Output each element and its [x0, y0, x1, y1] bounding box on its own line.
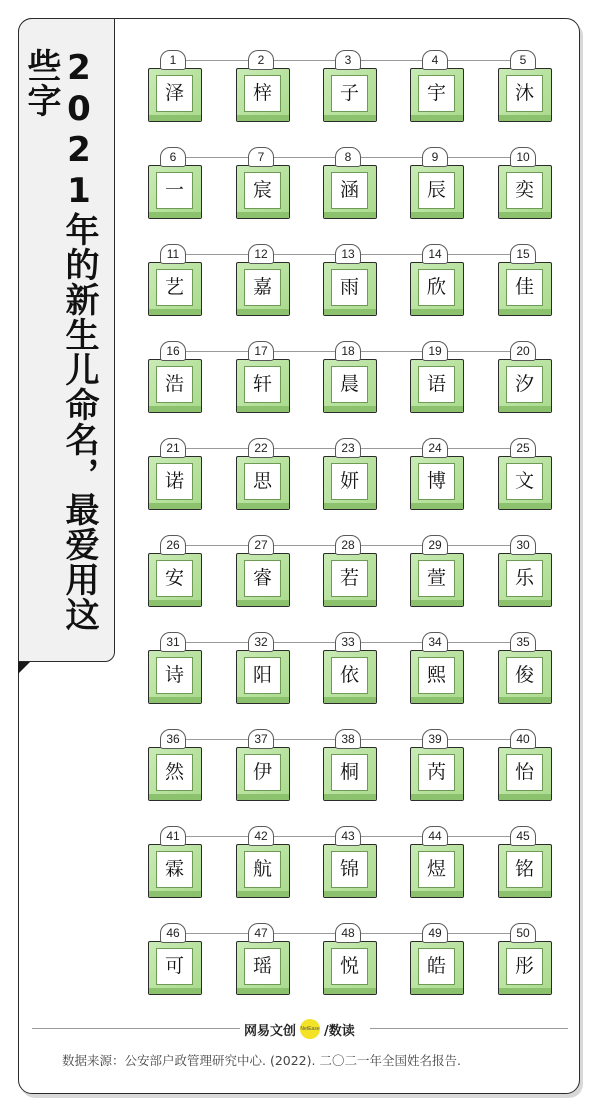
rank-badge: 26 — [160, 535, 186, 555]
keycap — [148, 262, 202, 316]
name-key — [323, 244, 379, 324]
name-character: 铭 — [506, 851, 543, 888]
keycap — [148, 68, 202, 122]
rank-badge: 20 — [510, 341, 536, 361]
name-character: 雨 — [331, 269, 368, 306]
keycap — [236, 165, 290, 219]
keycap — [148, 941, 202, 995]
name-character: 然 — [156, 754, 193, 791]
name-key — [148, 729, 204, 809]
name-character: 瑶 — [244, 948, 281, 985]
rank-badge: 18 — [335, 341, 361, 361]
name-key — [498, 826, 554, 906]
rank-badge: 4 — [422, 50, 448, 70]
rank-badge: 28 — [335, 535, 361, 555]
rank-badge: 17 — [248, 341, 274, 361]
name-key — [148, 632, 204, 712]
name-character: 霖 — [156, 851, 193, 888]
keycap — [323, 844, 377, 898]
rank-badge: 49 — [422, 923, 448, 943]
name-key — [236, 50, 292, 130]
name-key — [148, 535, 204, 615]
grid-row — [148, 438, 552, 535]
name-key — [498, 341, 554, 421]
name-character: 阳 — [244, 657, 281, 694]
rank-badge: 25 — [510, 438, 536, 458]
brand-logo — [240, 1018, 370, 1040]
rank-badge: 21 — [160, 438, 186, 458]
keycap — [236, 747, 290, 801]
keycap — [236, 941, 290, 995]
keycap — [498, 68, 552, 122]
keycap — [236, 68, 290, 122]
keycap — [148, 553, 202, 607]
name-character: 文 — [506, 463, 543, 500]
name-key — [410, 729, 466, 809]
name-character: 睿 — [244, 560, 281, 597]
name-key — [236, 923, 292, 1003]
name-key — [323, 729, 379, 809]
name-character: 诺 — [156, 463, 193, 500]
keycap — [410, 844, 464, 898]
name-key — [323, 632, 379, 712]
name-key — [148, 50, 204, 130]
name-key — [410, 826, 466, 906]
grid-row — [148, 923, 552, 1020]
grid-row — [148, 826, 552, 923]
name-key — [236, 147, 292, 227]
rank-badge: 41 — [160, 826, 186, 846]
name-character: 宸 — [244, 172, 281, 209]
name-key — [410, 341, 466, 421]
name-key — [498, 244, 554, 324]
name-character: 煜 — [418, 851, 455, 888]
tab-fold-corner — [18, 662, 30, 674]
keycap — [323, 747, 377, 801]
name-key — [148, 826, 204, 906]
name-key — [410, 438, 466, 518]
rank-badge: 19 — [422, 341, 448, 361]
name-key — [498, 147, 554, 227]
name-key — [148, 244, 204, 324]
name-character: 艺 — [156, 269, 193, 306]
name-key — [148, 341, 204, 421]
keycap — [498, 359, 552, 413]
name-character: 俊 — [506, 657, 543, 694]
keycap — [148, 359, 202, 413]
rank-badge: 40 — [510, 729, 536, 749]
name-character: 梓 — [244, 75, 281, 112]
name-character: 语 — [418, 366, 455, 403]
name-character: 皓 — [418, 948, 455, 985]
name-key — [236, 632, 292, 712]
name-character: 博 — [418, 463, 455, 500]
rank-badge: 32 — [248, 632, 274, 652]
keycap — [410, 456, 464, 510]
name-character: 若 — [331, 560, 368, 597]
rank-badge: 15 — [510, 244, 536, 264]
keycap — [323, 359, 377, 413]
brand-right-text: /数读 — [324, 1023, 355, 1039]
name-character: 奕 — [506, 172, 543, 209]
rank-badge: 2 — [248, 50, 274, 70]
keycap — [410, 68, 464, 122]
name-character: 浩 — [156, 366, 193, 403]
rank-badge: 36 — [160, 729, 186, 749]
name-key — [323, 438, 379, 518]
rank-badge: 30 — [510, 535, 536, 555]
name-key — [236, 535, 292, 615]
keycap — [498, 456, 552, 510]
keycap — [410, 262, 464, 316]
name-character: 佳 — [506, 269, 543, 306]
keycap — [148, 650, 202, 704]
name-character: 思 — [244, 463, 281, 500]
name-key — [148, 923, 204, 1003]
name-character: 沐 — [506, 75, 543, 112]
rank-badge: 34 — [422, 632, 448, 652]
name-character: 锦 — [331, 851, 368, 888]
keycap — [236, 553, 290, 607]
rank-badge: 46 — [160, 923, 186, 943]
name-character: 伊 — [244, 754, 281, 791]
keycap — [148, 165, 202, 219]
rank-badge: 38 — [335, 729, 361, 749]
page-title: 2021年的新生儿命名，最爱用这些字 — [21, 48, 99, 632]
rank-badge: 6 — [160, 147, 186, 167]
rank-badge: 31 — [160, 632, 186, 652]
name-key — [410, 244, 466, 324]
rank-badge: 35 — [510, 632, 536, 652]
name-character: 一 — [156, 172, 193, 209]
name-key — [236, 244, 292, 324]
name-key — [236, 729, 292, 809]
name-key — [323, 923, 379, 1003]
rank-badge: 48 — [335, 923, 361, 943]
keycap — [323, 68, 377, 122]
name-character: 芮 — [418, 754, 455, 791]
name-key — [410, 535, 466, 615]
rank-badge: 27 — [248, 535, 274, 555]
name-character: 可 — [156, 948, 193, 985]
rank-badge: 10 — [510, 147, 536, 167]
keycap — [236, 650, 290, 704]
grid-row — [148, 50, 552, 147]
rank-badge: 1 — [160, 50, 186, 70]
rank-badge: 45 — [510, 826, 536, 846]
keycap — [236, 359, 290, 413]
name-character: 依 — [331, 657, 368, 694]
name-character: 熙 — [418, 657, 455, 694]
rank-badge: 42 — [248, 826, 274, 846]
name-character: 妍 — [331, 463, 368, 500]
name-character: 涵 — [331, 172, 368, 209]
keycap — [323, 456, 377, 510]
name-key — [236, 341, 292, 421]
keycap — [498, 844, 552, 898]
grid-row — [148, 632, 552, 729]
rank-badge: 12 — [248, 244, 274, 264]
keycap — [236, 262, 290, 316]
keycap — [323, 262, 377, 316]
name-character: 萱 — [418, 560, 455, 597]
keycap — [410, 359, 464, 413]
name-character: 悦 — [331, 948, 368, 985]
name-character: 怡 — [506, 754, 543, 791]
name-character: 乐 — [506, 560, 543, 597]
netease-badge-icon: NetEase — [300, 1019, 320, 1039]
keycap — [410, 941, 464, 995]
rank-badge: 37 — [248, 729, 274, 749]
name-character: 轩 — [244, 366, 281, 403]
keycap — [236, 456, 290, 510]
grid-row — [148, 535, 552, 632]
name-key — [498, 438, 554, 518]
keycap — [148, 456, 202, 510]
rank-badge: 43 — [335, 826, 361, 846]
name-key — [498, 632, 554, 712]
keycap — [323, 553, 377, 607]
name-key — [323, 826, 379, 906]
rank-badge: 13 — [335, 244, 361, 264]
name-key — [498, 923, 554, 1003]
rank-badge: 5 — [510, 50, 536, 70]
name-key — [323, 147, 379, 227]
keycap — [323, 650, 377, 704]
keycap — [498, 941, 552, 995]
name-key — [148, 147, 204, 227]
keycap — [148, 844, 202, 898]
name-key — [498, 535, 554, 615]
keycap — [498, 165, 552, 219]
rank-badge: 9 — [422, 147, 448, 167]
rank-badge: 3 — [335, 50, 361, 70]
grid-row — [148, 729, 552, 826]
name-character: 航 — [244, 851, 281, 888]
keycap — [498, 747, 552, 801]
name-character: 彤 — [506, 948, 543, 985]
rank-badge: 24 — [422, 438, 448, 458]
rank-badge: 33 — [335, 632, 361, 652]
rank-badge: 29 — [422, 535, 448, 555]
keycap — [498, 262, 552, 316]
keycap — [498, 650, 552, 704]
grid-row — [148, 341, 552, 438]
rank-badge: 7 — [248, 147, 274, 167]
name-key — [323, 341, 379, 421]
name-key — [410, 632, 466, 712]
keycap — [410, 747, 464, 801]
grid-row — [148, 147, 552, 244]
keycap — [148, 747, 202, 801]
name-character: 诗 — [156, 657, 193, 694]
rank-badge: 39 — [422, 729, 448, 749]
name-character: 安 — [156, 560, 193, 597]
rank-badge: 11 — [160, 244, 186, 264]
name-character: 宇 — [418, 75, 455, 112]
name-key — [410, 147, 466, 227]
brand-left-text: 网易文创 — [244, 1023, 297, 1039]
grid-row — [148, 244, 552, 341]
keycap — [410, 650, 464, 704]
name-character: 晨 — [331, 366, 368, 403]
name-key — [148, 438, 204, 518]
name-character: 辰 — [418, 172, 455, 209]
name-key — [323, 50, 379, 130]
keycap — [323, 165, 377, 219]
rank-badge: 8 — [335, 147, 361, 167]
keycap — [323, 941, 377, 995]
keycap — [498, 553, 552, 607]
keycap — [410, 165, 464, 219]
rank-badge: 47 — [248, 923, 274, 943]
data-source-note: 数据来源：公安部户政管理研究中心. (2022). 二〇二一年全国姓名报告. — [62, 1053, 461, 1068]
name-character: 泽 — [156, 75, 193, 112]
keycap — [236, 844, 290, 898]
rank-badge: 50 — [510, 923, 536, 943]
rank-badge: 14 — [422, 244, 448, 264]
rank-badge: 22 — [248, 438, 274, 458]
name-key — [498, 729, 554, 809]
name-key — [498, 50, 554, 130]
name-key — [323, 535, 379, 615]
name-character: 嘉 — [244, 269, 281, 306]
name-key — [410, 50, 466, 130]
rank-badge: 44 — [422, 826, 448, 846]
name-key — [236, 438, 292, 518]
rank-badge: 23 — [335, 438, 361, 458]
keycap — [410, 553, 464, 607]
name-key — [410, 923, 466, 1003]
name-character: 汐 — [506, 366, 543, 403]
name-character: 欣 — [418, 269, 455, 306]
name-key — [236, 826, 292, 906]
rank-badge: 16 — [160, 341, 186, 361]
name-character: 桐 — [331, 754, 368, 791]
name-character-grid — [148, 50, 552, 1020]
name-character: 子 — [331, 75, 368, 112]
